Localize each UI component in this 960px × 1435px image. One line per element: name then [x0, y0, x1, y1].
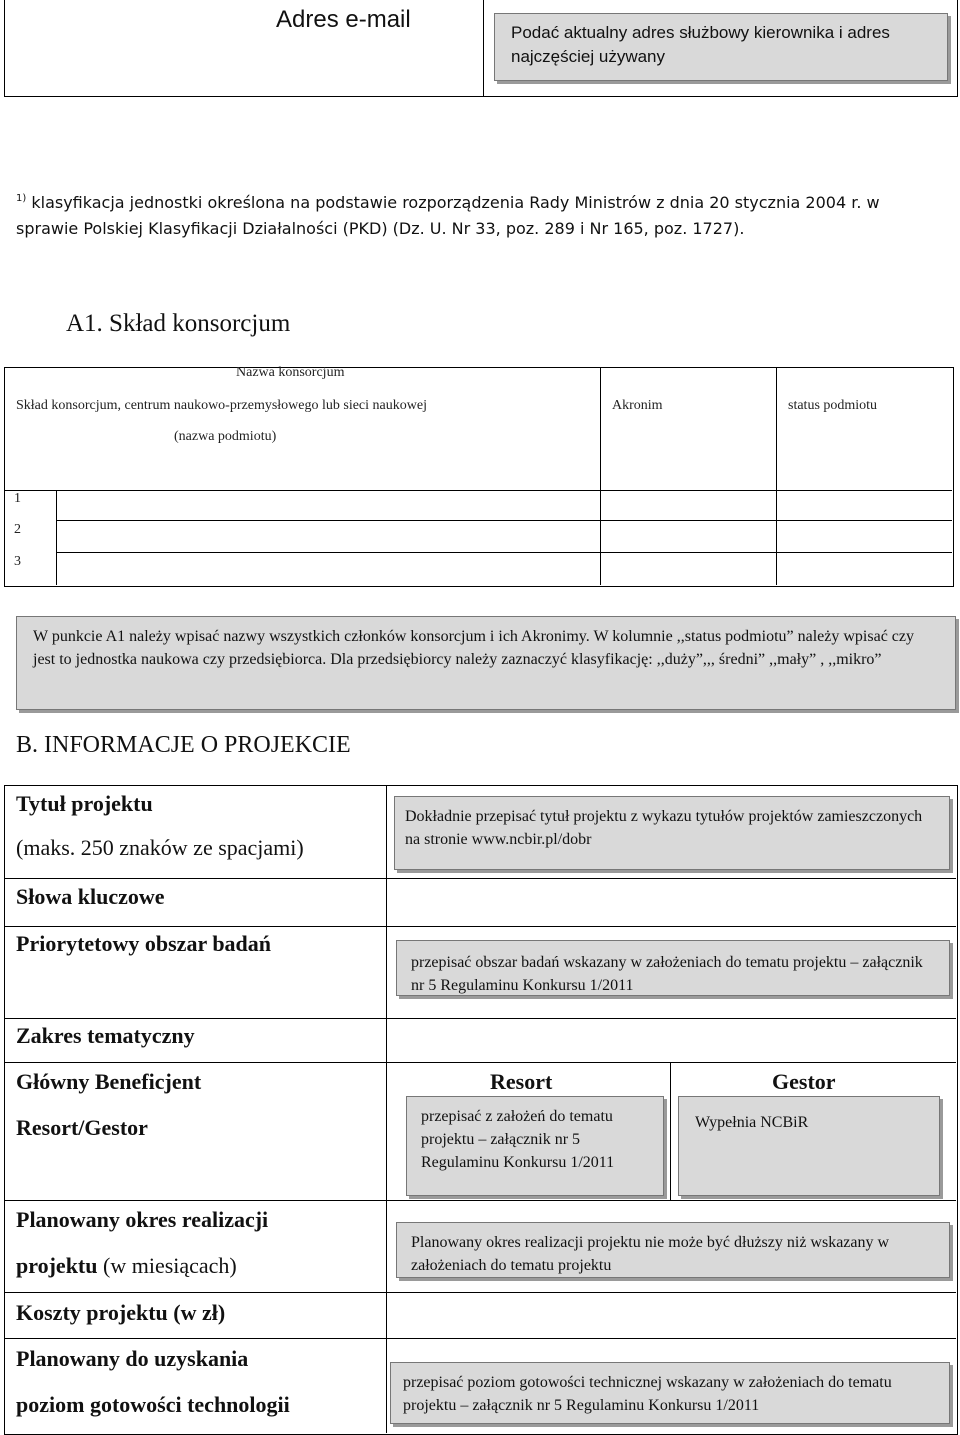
gestor-heading: Gestor — [772, 1069, 836, 1094]
resort-gestor-label: Resort/Gestor — [16, 1115, 148, 1140]
table-divider — [4, 1292, 956, 1293]
footnote-text: klasyfikacja jednostki określona na podstawie rozporządzenia Rady Ministrów z dnia 20 stycznia 2004 r. w sprawie Polskiej Klasyfikacji Działalności (PKD) (Dz. U. Nr 33, poz. 289 i Nr 165, poz. 1727). — [16, 193, 880, 238]
planned-period-label-2 — [16, 1253, 237, 1279]
table-divider — [4, 490, 952, 491]
readiness-label-2: poziom gotowości technologii — [16, 1392, 290, 1417]
project-title-note: Dokładnie przepisać tytuł projektu z wykazu tytułów projektów zamieszczonych na stronie www.ncbir.pl/dobr — [394, 796, 950, 870]
row-number: 2 — [14, 522, 21, 537]
resort-heading: Resort — [490, 1069, 553, 1094]
footnote — [16, 190, 946, 242]
planned-period-label: Planowany okres realizacji — [16, 1207, 269, 1232]
acronym-header: Akronim — [612, 398, 663, 413]
email-table-divider — [483, 0, 484, 96]
table-divider — [56, 552, 952, 553]
project-costs-label: Koszty projektu (w zł) — [16, 1300, 226, 1325]
readiness-note: przepisać poziom gotowości technicznej wskazany w założeniach do tematu projektu – załącznik nr 5 Regulaminu Konkursu 1/2011 — [390, 1362, 950, 1424]
a1-instruction-note: W punkcie A1 należy wpisać nazwy wszystkich członków konsorcjum i ich Akronimy. W kolumnie ,,status podmiotu” należy wpisać czy jest to jednostka naukowa czy przedsiębiorca. Dla przedsiębiorcy należy zaznaczyć klasyfikację: ,,duży”,,, średni” ,,mały” , ,,mikro” — [16, 616, 956, 710]
thematic-scope-label: Zakres tematyczny — [16, 1023, 195, 1048]
planned-period-note: Planowany okres realizacji projektu nie może być dłuższy niż wskazany w założeniach do tematu projektu — [396, 1222, 950, 1278]
consortium-name-header: Nazwa konsorcjum — [236, 365, 345, 380]
priority-area-note: przepisać obszar badań wskazany w założeniach do tematu projektu – załącznik nr 5 Regulaminu Konkursu 1/2011 — [396, 940, 950, 996]
table-divider — [4, 1200, 956, 1201]
row-number: 1 — [14, 491, 21, 506]
keywords-label: Słowa kluczowe — [16, 884, 165, 909]
project-title-limit: (maks. 250 znaków ze spacjami) — [16, 835, 304, 860]
planned-period-label-project: projektu — [16, 1253, 98, 1278]
section-a1-title: A1. Skład konsorcjum — [66, 310, 291, 337]
table-divider — [4, 1062, 956, 1063]
table-divider — [4, 1018, 956, 1019]
table-divider — [670, 1062, 671, 1200]
resort-note: przepisać z założeń do tematu projektu – załącznik nr 5 Regulaminu Konkursu 1/2011 — [406, 1096, 664, 1196]
priority-area-label: Priorytetowy obszar badań — [16, 931, 272, 956]
project-title-label: Tytuł projektu — [16, 791, 153, 816]
table-divider — [4, 878, 956, 879]
email-label: Adres e-mail — [276, 6, 411, 33]
table-divider — [4, 926, 956, 927]
main-beneficiary-label: Główny Beneficjent — [16, 1069, 202, 1094]
readiness-label: Planowany do uzyskania — [16, 1346, 249, 1371]
table-divider — [56, 520, 952, 521]
member-name-subheader: (nazwa podmiotu) — [174, 429, 277, 444]
row-number: 3 — [14, 554, 21, 569]
gestor-note: Wypełnia NCBiR — [678, 1096, 940, 1196]
section-b-title: B. INFORMACJE O PROJEKCIE — [16, 732, 351, 758]
email-note: Podać aktualny adres służbowy kierownika i adres najczęściej używany — [494, 13, 948, 81]
planned-period-label-unit: (w miesiącach) — [97, 1253, 237, 1278]
table-divider — [386, 785, 387, 1433]
footnote-marker: 1) — [16, 193, 27, 204]
table-divider — [4, 1338, 956, 1339]
status-header: status podmiotu — [788, 398, 878, 413]
table-divider — [56, 490, 57, 585]
member-name-header: Skład konsorcjum, centrum naukowo-przemysłowego lub sieci naukowej — [16, 398, 427, 413]
